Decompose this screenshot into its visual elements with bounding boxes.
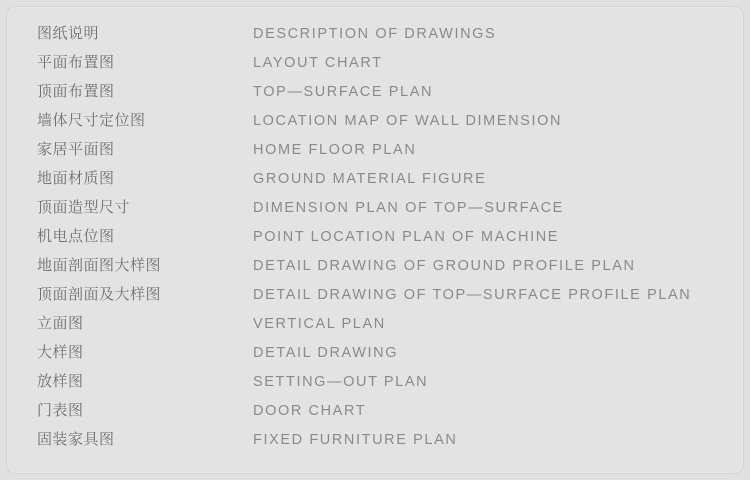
list-item	[7, 135, 743, 164]
drawing-name-cn: 顶面造型尺寸	[37, 199, 131, 216]
drawing-name-en: DETAIL DRAWING OF TOP—SURFACE PROFILE PLAN	[253, 287, 692, 303]
drawing-name-en: DETAIL DRAWING OF GROUND PROFILE PLAN	[253, 258, 636, 274]
drawing-name-en: HOME FLOOR PLAN	[253, 142, 417, 158]
drawing-name-cn: 平面布置图	[37, 54, 115, 71]
drawing-index-list	[7, 19, 743, 454]
list-item	[7, 164, 743, 193]
drawing-name-cn: 立面图	[37, 315, 84, 332]
drawing-name-cn: 放样图	[37, 373, 84, 390]
drawing-name-en: POINT LOCATION PLAN OF MACHINE	[253, 229, 560, 245]
drawing-name-en: FIXED FURNITURE PLAN	[253, 432, 458, 448]
drawing-name-en: LAYOUT CHART	[253, 55, 383, 71]
drawing-name-cn: 图纸说明	[37, 25, 100, 42]
list-item	[7, 367, 743, 396]
drawing-name-en: SETTING—OUT PLAN	[253, 374, 429, 390]
drawing-name-cn: 顶面布置图	[37, 83, 115, 100]
list-item	[7, 48, 743, 77]
list-item	[7, 280, 743, 309]
drawing-name-cn: 机电点位图	[37, 228, 115, 245]
list-item	[7, 396, 743, 425]
drawing-name-cn: 地面材质图	[37, 170, 115, 187]
drawing-name-cn: 大样图	[37, 344, 84, 361]
list-item	[7, 309, 743, 338]
list-item	[7, 251, 743, 280]
drawing-name-en: DESCRIPTION OF DRAWINGS	[253, 26, 497, 42]
drawing-name-en: DIMENSION PLAN OF TOP—SURFACE	[253, 200, 564, 216]
drawing-name-en: TOP—SURFACE PLAN	[253, 84, 434, 100]
list-item	[7, 222, 743, 251]
drawing-name-cn: 地面剖面图大样图	[37, 257, 162, 274]
drawing-name-en: DOOR CHART	[253, 403, 367, 419]
list-item	[7, 193, 743, 222]
drawing-name-en: DETAIL DRAWING	[253, 345, 399, 361]
drawing-name-cn: 门表图	[37, 402, 84, 419]
list-item	[7, 338, 743, 367]
drawing-name-cn: 墙体尺寸定位图	[37, 112, 146, 129]
drawing-name-cn: 顶面剖面及大样图	[37, 286, 162, 303]
list-item	[7, 19, 743, 48]
drawing-name-en: GROUND MATERIAL FIGURE	[253, 171, 487, 187]
list-item	[7, 77, 743, 106]
list-item	[7, 106, 743, 135]
drawing-name-en: LOCATION MAP OF WALL DIMENSION	[253, 113, 563, 129]
drawing-index-panel	[6, 6, 744, 474]
drawing-name-en: VERTICAL PLAN	[253, 316, 386, 332]
drawing-name-cn: 家居平面图	[37, 141, 115, 158]
drawing-name-cn: 固装家具图	[37, 431, 115, 448]
list-item	[7, 425, 743, 454]
